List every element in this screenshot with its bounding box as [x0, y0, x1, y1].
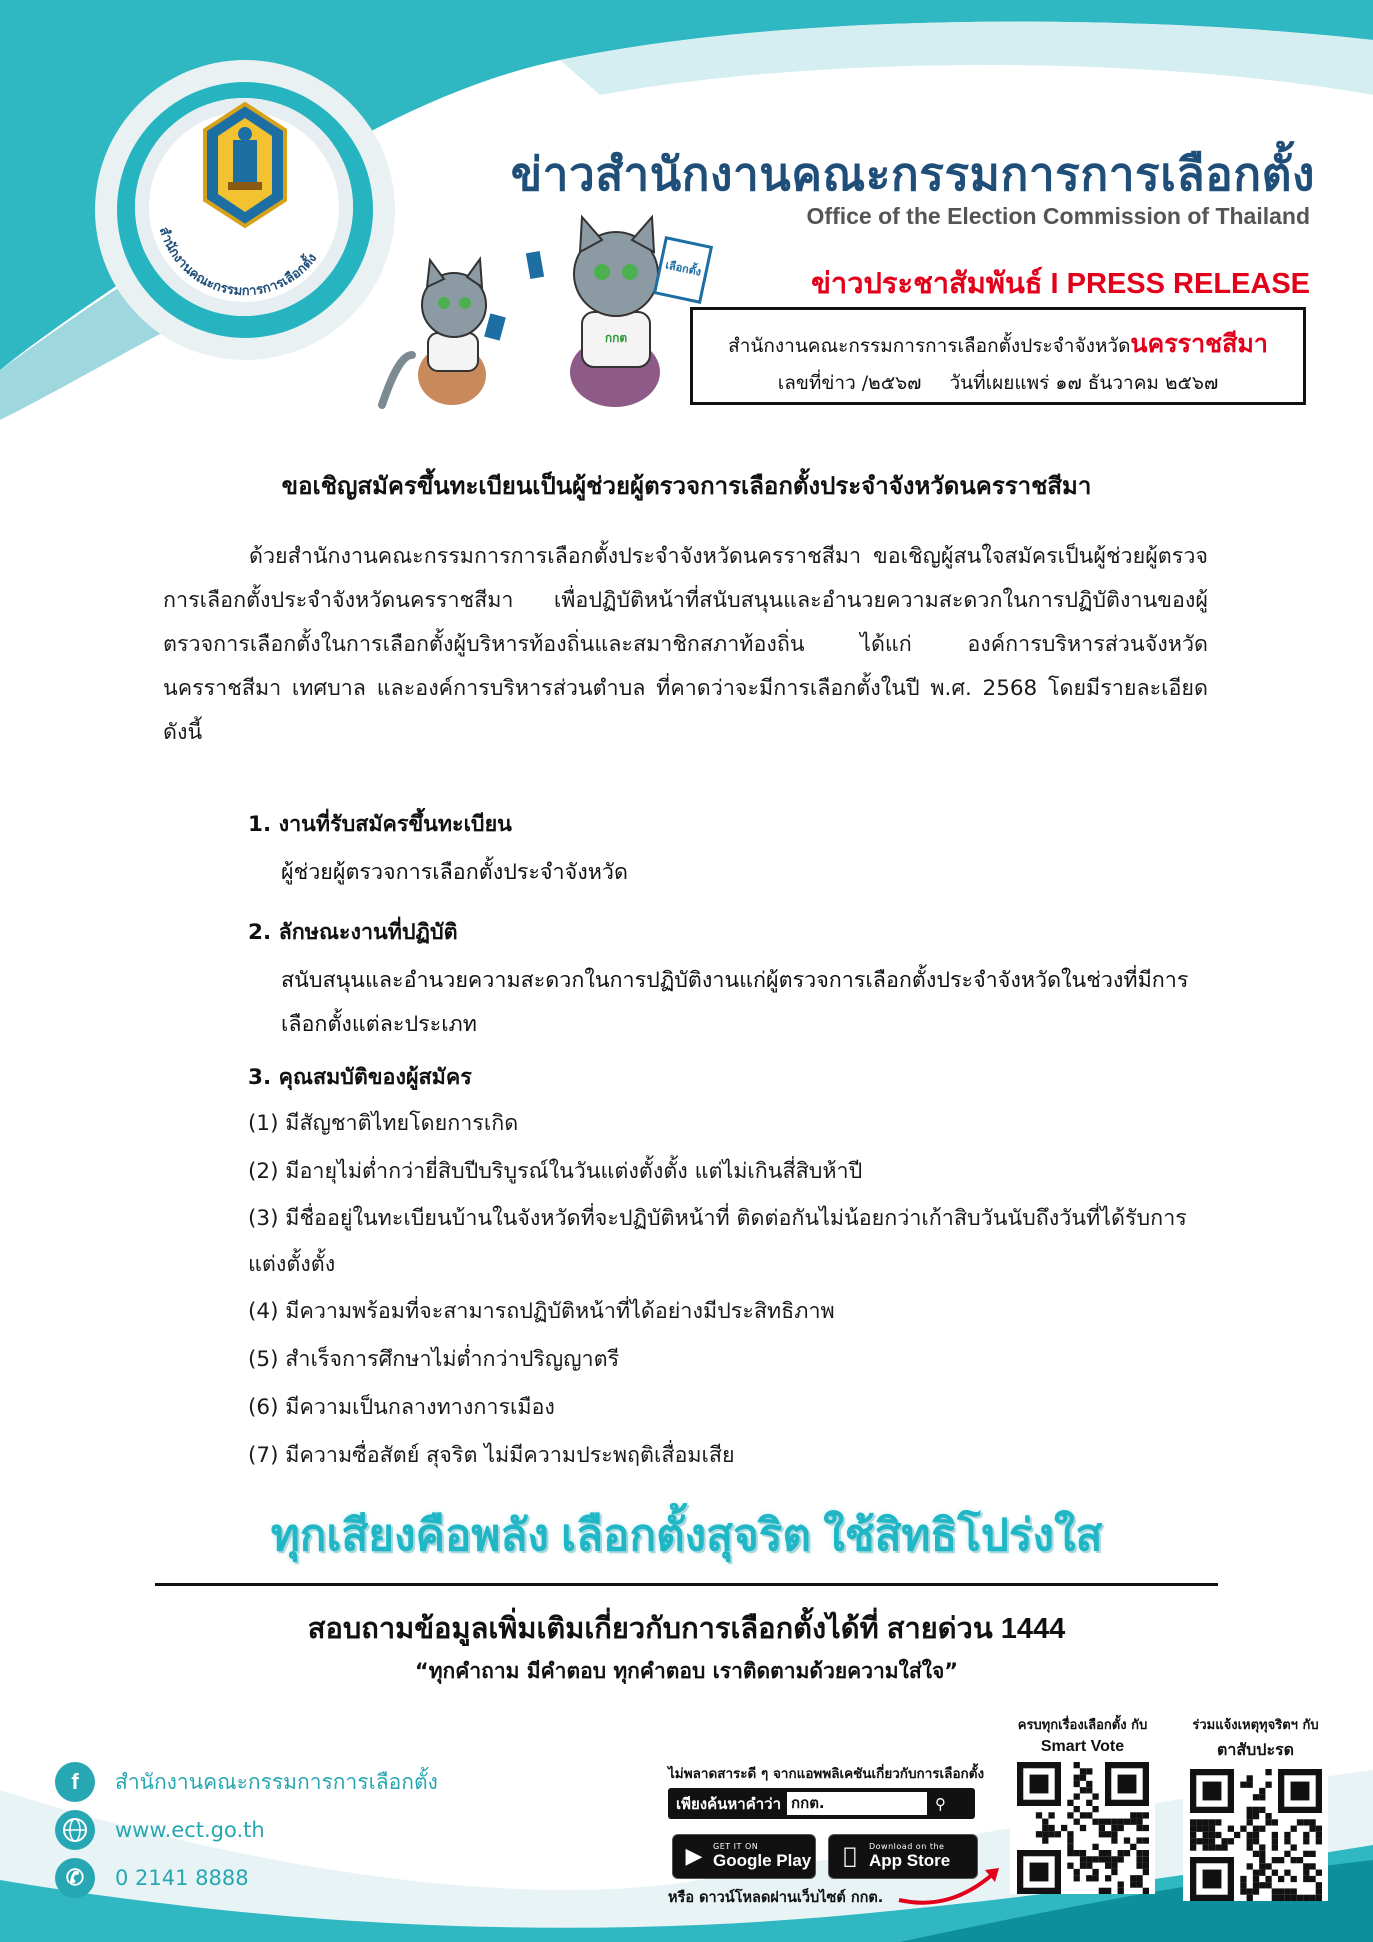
contact-website[interactable]: [55, 1810, 265, 1850]
apple-icon: [835, 1844, 865, 1869]
press-release-label: ข่าวประชาสัมพันธ์ I PRESS RELEASE: [811, 268, 1310, 300]
province-name: นครราชสีมา: [1130, 329, 1268, 358]
list-item: (1) มีสัญชาติไทยโดยการเกิด: [248, 1111, 519, 1136]
qr-ta-sapparot[interactable]: [1183, 1714, 1328, 1901]
section-heading: 1. งานที่รับสมัครขึ้นทะเบียน: [248, 812, 512, 837]
section-body: สนับสนุนและอำนวยความสะดวกในการปฏิบัติงานแก่ผู้ตรวจการเลือกตั้งประจำจังหวัดในช่วงที่มีการเลือกตั้งแต่ละประเภท: [281, 968, 1189, 1037]
list-item: (6) มีความเป็นกลางทางการเมือง: [248, 1395, 555, 1420]
list-item: (3) มีชื่ออยู่ในทะเบียนบ้านในจังหวัดที่จะปฏิบัติหน้าที่ ติดต่อกันไม่น้อยกว่าเก้าสิบวันนับถึงวันที่ได้รับการแต่งตั้งตั้ง: [248, 1206, 1187, 1277]
contact-facebook[interactable]: [55, 1762, 438, 1802]
news-meta-line: [693, 368, 1303, 398]
section-heading: 3. คุณสมบัติของผู้สมัคร: [248, 1065, 472, 1090]
divider: [155, 1583, 1218, 1586]
globe-icon: [55, 1810, 95, 1850]
qr-app-name: ตาสับปะรด: [1216, 1742, 1295, 1759]
phone-icon: ✆: [55, 1858, 95, 1898]
list-item: (5) สำเร็จการศึกษาไม่ต่ำกว่าปริญญาตรี: [248, 1347, 620, 1372]
campaign-slogan: ทุกเสียงคือพลัง เลือกตั้งสุจริต ใช้สิทธิโปร่งใส: [270, 1511, 1103, 1560]
store-small-label: Download on the: [869, 1842, 945, 1851]
section-body: ผู้ช่วยผู้ตรวจการเลือกตั้งประจำจังหวัด: [281, 860, 628, 885]
store-name: Google Play: [713, 1851, 812, 1870]
search-term: กกต.: [787, 1792, 927, 1815]
hotline-text: สอบถามข้อมูลเพิ่มเติมเกี่ยวกับการเลือกตั้งได้ที่ สายด่วน 1444: [307, 1613, 1066, 1645]
office-line: [693, 324, 1303, 364]
news-headline: ขอเชิญสมัครขึ้นทะเบียนเป็นผู้ช่วยผู้ตรวจการเลือกตั้งประจำจังหวัดนครราชสีมา: [281, 472, 1092, 500]
qr-code-icon: [1190, 1769, 1322, 1901]
news-number: เลขที่ข่าว /๒๕๖๗: [777, 372, 922, 394]
qr-app-name: Smart Vote: [1040, 1738, 1125, 1755]
store-name: App Store: [869, 1851, 951, 1870]
store-small-label: GET IT ON: [713, 1842, 759, 1851]
section-3: [248, 1060, 472, 1094]
qr-code-icon: [1017, 1762, 1149, 1894]
contact-text: 0 2141 8888: [115, 1866, 249, 1890]
list-item: (4) มีความพร้อมที่จะสามารถปฏิบัติหน้าที่ได้อย่างมีประสิทธิภาพ: [248, 1299, 835, 1324]
contact-text: สำนักงานคณะกรรมการการเลือกตั้ง: [115, 1769, 438, 1794]
download-caption: หรือ ดาวน์โหลดผ่านเว็บไซต์ กกต.: [668, 1890, 884, 1906]
qualification-list: [248, 1100, 1208, 1480]
mascot-cat-left: [372, 255, 522, 415]
contact-phone[interactable]: [55, 1858, 249, 1898]
section-heading: 2. ลักษณะงานที่ปฏิบัติ: [248, 920, 458, 945]
publish-date: วันที่เผยแพร่ ๑๗ ธันวาคม ๒๕๖๗: [949, 372, 1219, 394]
ect-emblem-icon: [200, 100, 290, 230]
google-play-icon: ▶: [685, 1844, 703, 1869]
svg-text:เลือกตั้ง: เลือกตั้ง: [664, 258, 703, 279]
section-2: [248, 915, 1208, 1047]
facebook-icon: f: [55, 1762, 95, 1802]
svg-text:สำนักงานคณะกรรมการการเลือกตั้ง: สำนักงานคณะกรรมการการเลือกตั้ง: [155, 225, 321, 300]
qr-caption: ร่วมแจ้งเหตุทุจริตฯ กับ: [1192, 1718, 1319, 1733]
motto-text: “ทุกคำถาม มีคำตอบ ทุกคำตอบ เราติดตามด้วยความใส่ใจ”: [414, 1659, 959, 1683]
qr-smart-vote[interactable]: [1010, 1714, 1155, 1894]
list-item: (7) มีความซื่อสัตย์ สุจริต ไม่มีความประพฤติเสื่อมเสีย: [248, 1443, 735, 1468]
svg-text:กกต: กกต: [604, 331, 628, 345]
header-title-th: ข่าวสำนักงานคณะกรรมการการเลือกตั้ง: [510, 148, 1315, 200]
contact-text: www.ect.go.th: [115, 1818, 265, 1842]
arrow-icon: [895, 1860, 1005, 1910]
news-info-box: [690, 307, 1306, 405]
office-prefix: สำนักงานคณะกรรมการการเลือกตั้งประจำจังหวัด: [728, 335, 1131, 357]
qr-caption: ครบทุกเรื่องเลือกตั้ง กับ: [1017, 1718, 1148, 1733]
search-label: เพียงค้นหาคำว่า: [676, 1794, 782, 1813]
section-1: [248, 807, 628, 895]
list-item: (2) มีอายุไม่ต่ำกว่ายี่สิบปีบริบูรณ์ในวันแต่งตั้งตั้ง แต่ไม่เกินสี่สิบห้าปี: [248, 1159, 863, 1184]
header-title-en: Office of the Election Commission of Thailand: [806, 203, 1310, 229]
app-search-bar: [668, 1788, 975, 1819]
app-caption: ไม่พลาดสาระดี ๆ จากแอพพลิเคชันเกี่ยวกับการเลือกตั้ง: [668, 1766, 985, 1782]
intro-paragraph: ด้วยสำนักงานคณะกรรมการการเลือกตั้งประจำจังหวัดนครราชสีมา ขอเชิญผู้สนใจสมัครเป็นผู้ช่วยผู้ตรวจการเลือกตั้งประจำจังหวัดนครราชสีมา เพื่อปฏิบัติหน้าที่สนับสนุนและอำนวยความสะดวกในการปฏิบัติงานของผู้ตรวจการเลือกตั้งในการเลือกตั้งผู้บริหารท้องถิ่นและสมาชิกสภาท้องถิ่น ได้แก่ องค์การบริหารส่วนจังหวัดนครราชสีมา เทศบาล และองค์การบริหารส่วนตำบล ที่คาดว่าจะมีการเลือกตั้งในปี พ.ศ. 2568 โดยมีรายละเอียด ดังนี้: [163, 544, 1208, 745]
search-icon: ⚲: [935, 1794, 947, 1813]
google-play-button[interactable]: [672, 1834, 816, 1879]
